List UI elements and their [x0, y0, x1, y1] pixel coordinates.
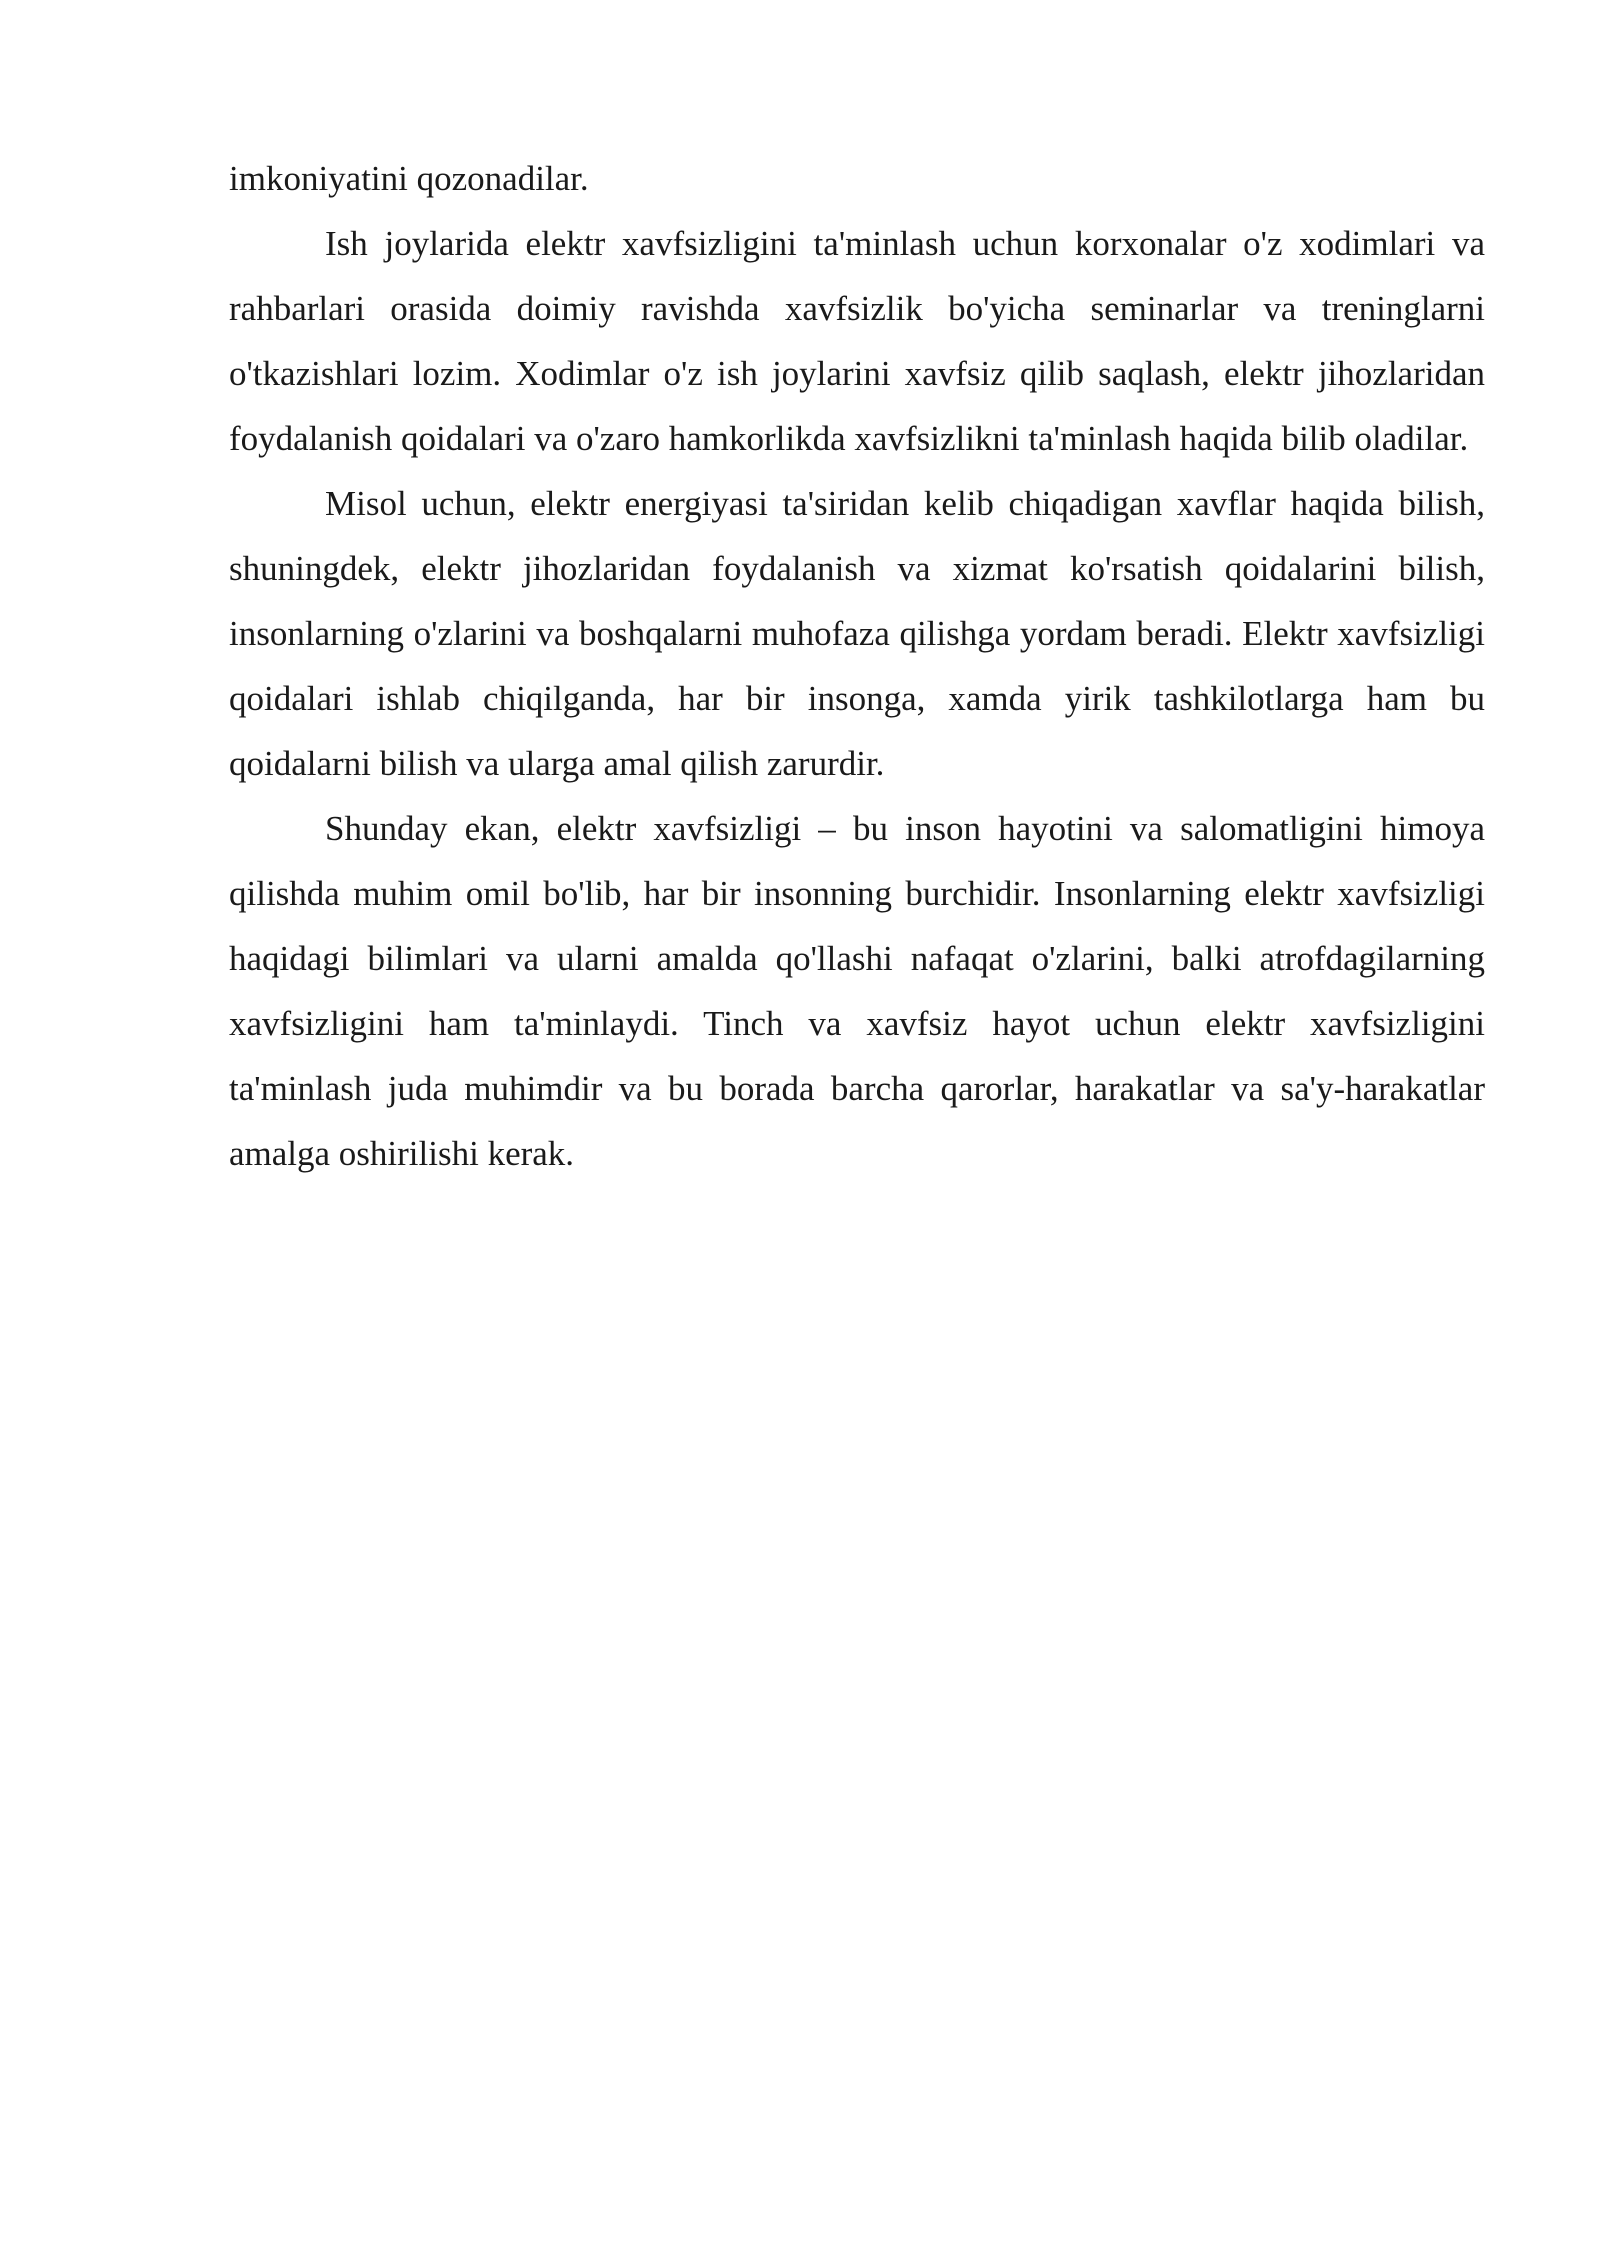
paragraph-workplace-safety: Ish joylarida elektr xavfsizligini ta'minlash uchun korxonalar o'z xodimlari va rahbarlari orasida doimiy ravishda xavfsizlik bo'yicha seminarlar va treninglarni o'tkazishlari lozim. Xodimlar o'z ish joylarini xavfsiz qilib saqlash, elektr jihozlaridan foydalanish qoidalari va o'zaro hamkorlikda xavfsizlikni ta'minlash haqida bilib oladilar.: [229, 224, 1485, 458]
paragraph-example: Misol uchun, elektr energiyasi ta'siridan kelib chiqadigan xavflar haqida bilish, shuningdek, elektr jihozlaridan foydalanish va xizmat ko'rsatish qoidalarini bilish, insonlarning o'zlarini va boshqalarni muhofaza qilishga yordam beradi. Elektr xavfsizligi qoidalari ishlab chiqilganda, har bir insonga, xamda yirik tashkilotlarga ham bu qoidalarni bilish va ularga amal qilish zarurdir.: [229, 484, 1485, 783]
document-body: [229, 146, 1485, 1186]
paragraph-conclusion: Shunday ekan, elektr xavfsizligi – bu inson hayotini va salomatligini himoya qilishda muhim omil bo'lib, har bir insonning burchidir. Insonlarning elektr xavfsizligi haqidagi bilimlari va ularni amalda qo'llashi nafaqat o'zlarini, balki atrofdagilarning xavfsizligini ham ta'minlaydi. Tinch va xavfsiz hayot uchun elektr xavfsizligini ta'minlash juda muhimdir va bu borada barcha qarorlar, harakatlar va sa'y-harakatlar amalga oshirilishi kerak.: [229, 809, 1485, 1173]
paragraph-continuation: imkoniyatini qozonadilar.: [229, 159, 589, 198]
